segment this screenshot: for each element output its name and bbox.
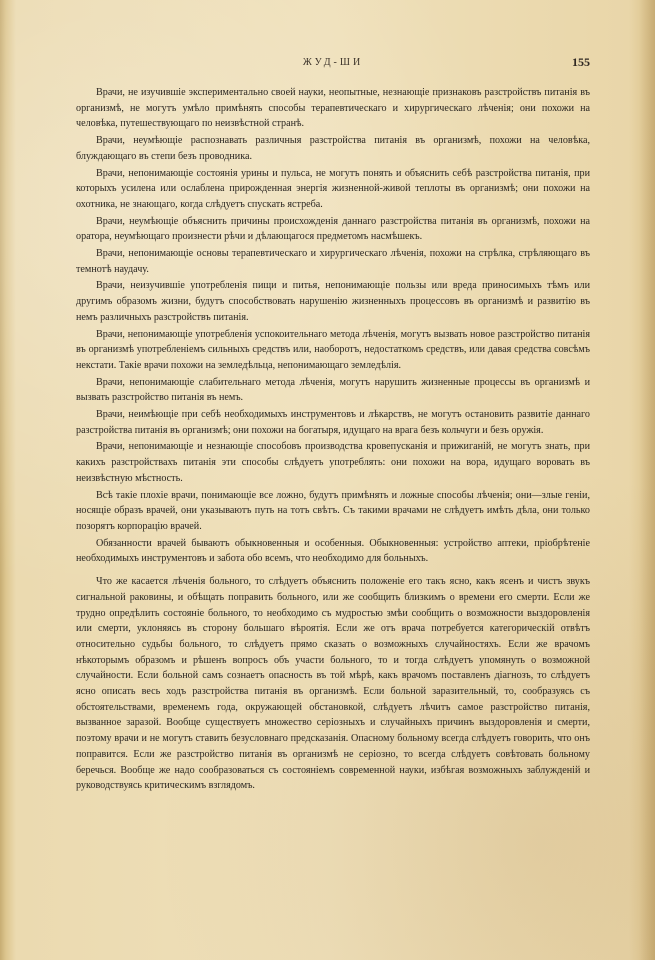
- main-text: [76, 85, 590, 795]
- paragraph-5: Врачи, непонимающіе основы терапевтическаго и хирургическаго лѣченія, похожи на стрѣлка, стрѣляющаго въ темнотѣ наудачу.: [76, 248, 590, 275]
- paragraph-10: Врачи, непонимающіе и незнающіе способовъ производства кровепусканія и прижиганій, не могутъ знать, при какихъ разстройствахъ питанія эти способы слѣдуетъ употреблять: они похожи на вора, идущаго воровать въ неизвѣстную мѣстность.: [76, 441, 590, 484]
- paragraph-2: Врачи, неумѣющіе распознавать различныя разстройства питанія въ организмѣ, похожи на человѣка, блуждающаго въ степи безъ проводника.: [76, 135, 590, 162]
- page-number: 155: [572, 55, 590, 69]
- paragraph-7: Врачи, непонимающіе употребленія успокоительнаго метода лѣченія, могутъ вызвать новое разстройство питанія въ организмѣ употребленіемъ сильныхъ средствъ или, наоборотъ, недостаткомъ средствъ, или давая средства совсѣмъ некстати. Такіе врачи похожи на земледѣльца, непонимающаго земледѣлія.: [76, 328, 590, 371]
- page-header: [76, 55, 590, 75]
- paragraph-6: Врачи, неизучившіе употребленія пищи и питья, непонимающіе пользы или вреда приносимыхъ тѣмъ или другимъ образомъ жизни, будутъ способствовать нарушенію жизненныхъ процессовъ въ организмѣ и развитію въ немъ различныхъ разстройствъ питанія.: [76, 280, 590, 323]
- paragraph-8: Врачи, непонимающіе слабительнаго метода лѣченія, могутъ нарушить жизненные процессы въ организмѣ и вызвать разстройство питанія въ немъ.: [76, 376, 590, 404]
- paragraph-1: Врачи, не изучившіе экспериментально своей науки, неопытные, незнающіе признаковъ разстройствъ питанія въ организмѣ, не могутъ умѣло примѣнять способы терапевтическаго и хирургическаго лѣченія; они похожи на человѣка, путешествующаго по неизвѣстной странѣ.: [76, 87, 590, 130]
- paragraph-13: Что же касается лѣченія больного, то слѣдуетъ объяснить положеніе его такъ ясно, какъ ясенъ и чистъ звукъ сигнальной раковины, и обѣщать поправить больного, или же сообщить близкимъ о времени его смерти. Если же трудно опредѣлить состояніе больного, то необходимо съ мудростью змѣи сообщить о возможности выздоровленія или смерти, уклоняясь въ сторону большаго вѣроятія. Если же отъ врача потребуется категорическій отвѣтъ относительно судьбы больного, то слѣдуетъ прямо сказать о возможныхъ случайностяхъ. Если же врачомъ нѣкоторымъ образомъ и рѣшенъ вопросъ объ участи больного, то и тогда слѣдуетъ упомянуть о возможной случайности. Если больной самъ сознаетъ опасность въ той мѣрѣ, какъ врачомъ поставленъ діагнозъ, то слѣдуетъ ясно описать весь ходъ разстройства питанія въ организмѣ. Если больной заразительный, то, сообразуясь съ обстоятельствами, временемъ года, окружающей обстановкой, слѣдуетъ лѣчитъ самое разстройство питанія, вызванное заразой. Вообще существуетъ множество серіозныхъ и случайныхъ причинъ выздоровленія и смерти, поэтому врачи и не могутъ ставить безусловнаго предсказанія. Опасному больному всегда слѣдуетъ говорить, что онъ поправится. Если же разстройство питанія въ организмѣ не серіозно, то всегда слѣдуетъ совѣтовать больному беречься. Вообще же надо сообразоваться съ состояніемъ современной науки, избѣгая возможныхъ заблужденій и руководствуясь критическимъ взглядомъ.: [76, 576, 590, 792]
- paragraph-4: Врачи, неумѣющіе объяснить причины происхожденія даннаго разстройства питанія въ организмѣ, похожи на оратора, неумѣющаго произнести рѣчи и дѣлающагося предметомъ насмѣшекъ.: [76, 215, 590, 243]
- paragraph-9: Врачи, неимѣющіе при себѣ необходимыхъ инструментовъ и лѣкарствъ, не могутъ остановить развитіе даннаго разстройства питанія въ организмѣ; они похожи на богатыря, идущаго на врага безъ кольчуги и безъ оружія.: [76, 409, 590, 436]
- paragraph-12: Обязанности врачей бываютъ обыкновенныя и особенныя. Обыкновенныя: устройство аптеки, пріобрѣтеніе необходимыхъ инструментовъ и забота обо всемъ, что необходимо для больныхъ.: [76, 537, 590, 565]
- running-title: ЖУД-ШИ: [302, 57, 364, 68]
- paragraph-3: Врачи, непонимающіе состоянія урины и пульса, не могутъ понять и объяснить себѣ разстройства питанія, при которыхъ усилена или ослаблена прирожденная энергія жизненной-живой теплоты въ организмѣ; они похожи на охотника, не знающаго, когда слѣдуетъ спускать ястреба.: [76, 167, 590, 210]
- paragraph-11: Всѣ такіе плохіе врачи, понимающіе все ложно, будутъ примѣнять и ложные способы лѣченія; они—злые геніи, носящіе образъ врачей, они указываютъ путь на тотъ свѣтъ. Съ такими врачами не слѣдуетъ имѣть дѣла, они только позорятъ корпорацію врачей.: [76, 489, 590, 532]
